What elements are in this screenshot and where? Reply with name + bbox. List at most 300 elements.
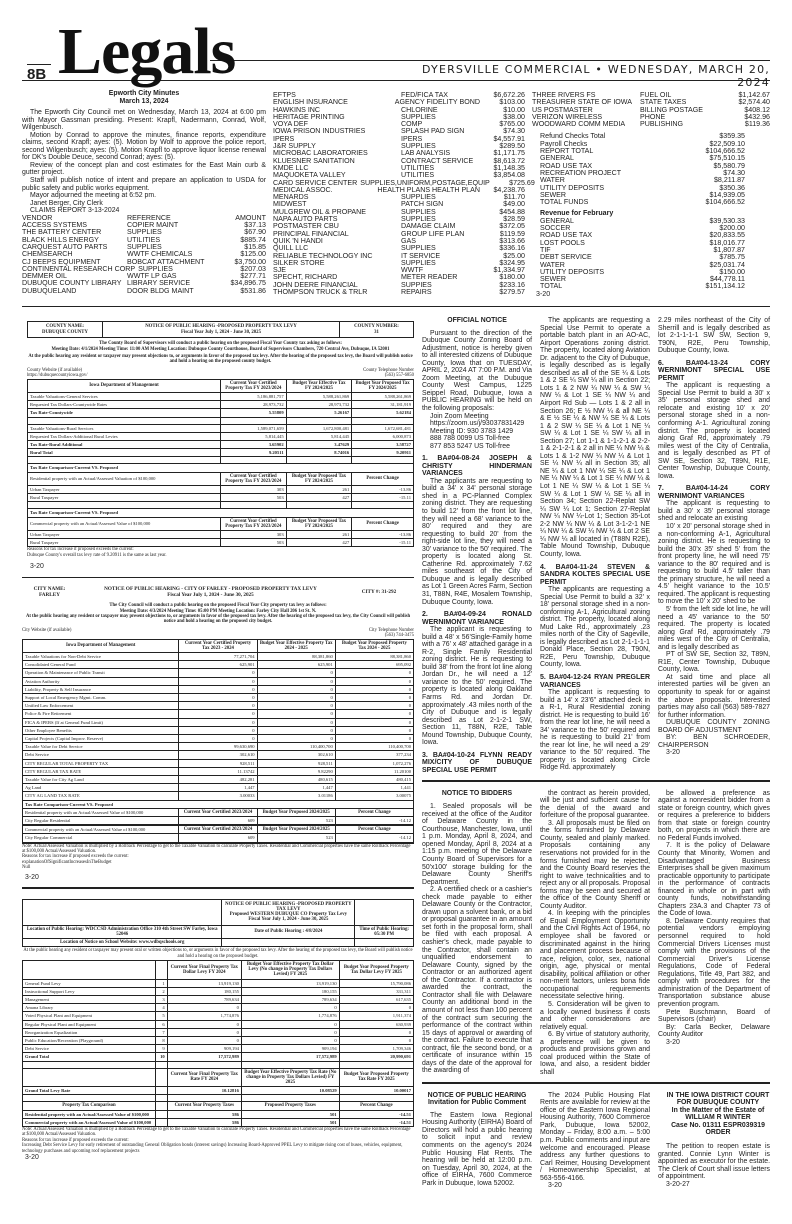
item-heading: 2. BA#04-09-24 RONALD WERNIMONT VARIANCE xyxy=(422,611,532,626)
claim-row xyxy=(273,238,525,245)
table-row xyxy=(28,393,414,401)
claim-row xyxy=(273,187,525,194)
table-row xyxy=(23,784,414,792)
cell-value: Current Year Certified Property Tax FY 2023/2024 xyxy=(221,379,287,392)
cell-value: 13,919,130 xyxy=(241,979,339,987)
cell-value: 909,194 xyxy=(167,1045,241,1053)
section-heading: Tax Rate Comparison-Current VS. Proposed xyxy=(28,509,414,517)
row-label xyxy=(23,1095,156,1102)
table-row xyxy=(23,825,414,834)
reference: FUEL OIL xyxy=(640,91,672,99)
amount: $277.71 xyxy=(240,272,266,281)
cell-value: 503 xyxy=(221,539,287,547)
amount: $1,142.67 xyxy=(738,91,770,99)
vendor: GENERAL xyxy=(540,154,574,163)
cell-value: 909,194 xyxy=(241,1045,339,1053)
notice-blocks xyxy=(540,317,650,772)
cell-value: 15,790,086 xyxy=(339,979,413,987)
cell-value: Current Year Final Property Tax Rate FY 2024 xyxy=(167,1068,241,1087)
claim-row xyxy=(540,283,745,290)
county-publication-date: 3-20 xyxy=(30,563,44,571)
cell-value: 0 xyxy=(335,718,413,726)
amount: $125.00 xyxy=(240,250,266,259)
item-heading: 6. BA#04-13-24 CORY WERNIMONT SPECIAL USE PERMIT xyxy=(658,359,770,382)
vendor: Payroll Checks xyxy=(540,139,588,148)
bidders-paragraph: 8. Delaware County requires that potential vendors employing personnel required to hold Commercial Drivers Licenses must comply with the provisions of the Commercial Driver's License Regulations, Code of Federal Regulations, Title 49, Part 382, and comply with procedures for the administration of the Department of Transportation substance abuse prevention program. xyxy=(658,917,770,1008)
section-divider xyxy=(22,306,770,307)
row-label: Reorganization Equalization xyxy=(23,1028,156,1036)
table-row xyxy=(28,409,414,417)
row-label: Debt Service xyxy=(23,1045,156,1053)
row-label: Rural Total xyxy=(28,449,221,457)
vendor: SEWER xyxy=(540,190,567,199)
claims-list xyxy=(540,218,745,291)
cell-value: 377,234 xyxy=(335,751,413,759)
bidders-divider xyxy=(422,1082,770,1083)
vendor: QUIK 'N HANDI xyxy=(273,236,323,245)
city-publication-date: 3-20 xyxy=(25,873,39,881)
cell-value: 8.74016 xyxy=(286,449,352,457)
amount: $200.00 xyxy=(719,224,745,233)
vendor: TOTAL FUNDS xyxy=(540,198,589,207)
notice-paragraph: DUBUQUE COUNTY ZONING BOARD OF ADJUSTMENT xyxy=(658,719,770,734)
table-row xyxy=(23,834,414,843)
cell-value: 3.01186 xyxy=(257,792,335,800)
item-heading: 3. BA#04-10-24 FLYNN READY MIX/CITY OF DUBUQUE SPECIAL USE PERMIT xyxy=(422,751,532,774)
amount: $1,334.97 xyxy=(493,266,525,275)
epworth-title: Epworth City Minutes xyxy=(108,90,180,97)
vendor: SOCCER xyxy=(540,224,571,233)
vendor: J&R SUPPLY xyxy=(273,142,316,151)
vendor: HAWKINS INC xyxy=(273,105,321,114)
cell-value: Current Year Property Taxes xyxy=(167,1102,241,1110)
vendor: GENERAL xyxy=(540,216,574,225)
reference: PUBLISHING xyxy=(640,120,683,129)
city-notice-title: NOTICE OF PUBLIC HEARING - CITY OF FARLEY - PROPOSED PROPERTY TAX LEVY xyxy=(104,586,317,593)
table-row xyxy=(23,1068,414,1087)
reference: UTILITIES xyxy=(401,171,435,180)
row-label: Rural Taxpayer xyxy=(28,539,221,547)
reference: SUPPLIES,UNIFORM,POSTAGE,EQUIP xyxy=(360,178,490,187)
table-row xyxy=(28,424,414,432)
vendor: WOODWARD COMM MEDIA xyxy=(532,120,626,129)
vendor: REPORT TOTAL xyxy=(540,147,594,156)
notice-paragraph: The applicant is requesting to build a 30' x 35' personal storage shed and relocate an existing xyxy=(658,500,770,523)
county-note: Reasons for tax increase if proposed exceeds the current: xyxy=(27,547,134,553)
reference-header: REFERENCE xyxy=(127,213,171,222)
cell-value: Current Year Certified 2023/2024 xyxy=(179,808,257,816)
row-label: Tax Rate-Countywide xyxy=(28,409,221,417)
cell-value xyxy=(221,457,287,464)
school-fiscal-year: Fiscal Year July 1, 2024 - June 30, 2025 xyxy=(248,917,329,923)
table-row xyxy=(23,652,414,660)
hearing-paragraph-list xyxy=(422,1112,532,1187)
cell-value: 302,610 xyxy=(257,751,335,759)
vendor: TREASURER STATE OF IOWA xyxy=(532,98,632,107)
court-heading-line: In the Matter of the Estate of xyxy=(671,1106,765,1114)
reference: LIBRARY SERVICE xyxy=(127,279,191,288)
amount: $10.00 xyxy=(503,105,525,114)
cell-value: 0 xyxy=(179,677,257,685)
row-label: Aviation Authority xyxy=(23,677,179,685)
housing-hearing-col-1 xyxy=(422,1092,532,1188)
item-heading: 5. BA#04-12-24 RYAN PREGLER VARIANCES xyxy=(540,674,650,689)
cell-value: 1,447 xyxy=(257,784,335,792)
bidders-paragraph: 2. A certified check or a cashier's check made payable to either Delaware County or the Contractor, drawn upon a solvent bank, or a bid or proposal guarantee in an amount set forth in the proposal form, shall be filed with each proposal. A cashier's check, made payable to the Contractor, shall contain an unqualified endorsement to Delaware County, signed by the Contractor or an authorized agent of the Contractor. If a contractor is awarded the contract, the Contractor shall file with Delaware County an additional bond in the amount of not less than 100 percent of the contract sum securing the performance of the contract within 15 days of approval or awarding of the contract. Failure to execute that contract, file the second bond, or a certificate of insurance within 15 days of the date of the approval for the awarding of xyxy=(422,886,532,1075)
table-row xyxy=(28,432,414,440)
cell-value: -13.86 xyxy=(352,531,414,539)
reference: WWTF LP GAS xyxy=(127,272,177,281)
row-label xyxy=(28,457,221,464)
vendor: IPERS xyxy=(273,134,295,143)
reference: METER READER xyxy=(401,273,458,282)
city-note: Reasons for tax increase if proposed exceeds the current: xyxy=(22,854,129,860)
county-levy-table xyxy=(27,379,414,548)
table-row xyxy=(28,502,414,509)
cell-value: 4 xyxy=(155,1004,167,1012)
county-tax-levy-notice xyxy=(22,321,414,571)
cell-value: 110,400,700 xyxy=(335,743,413,751)
hearing-paragraph: 3-20 xyxy=(548,1182,562,1190)
vendor: CARQUEST AUTO PARTS xyxy=(22,242,108,251)
court-heading-line-list xyxy=(658,1092,770,1137)
cell-value: 0 xyxy=(167,1036,241,1044)
amount: $313.66 xyxy=(499,236,525,245)
row-label: Consolidated General Fund xyxy=(23,661,179,669)
cell-value: -14.51 xyxy=(339,1118,413,1126)
city-note: explanationOfSignificantIncreasesInTheBudget xyxy=(22,859,112,865)
city-note: Null xyxy=(22,865,31,871)
table-row xyxy=(23,1118,414,1126)
amount: $25,031.74 xyxy=(709,260,745,269)
vendor: NAPA AUTO PARTS xyxy=(273,215,338,224)
vendor: QUILL LLC xyxy=(273,244,309,253)
cell-value: 0 xyxy=(167,1020,241,1028)
amount: $75,510.15 xyxy=(709,154,745,163)
row-label: Commercial property with an Actual/Assessed Value of $100,000 xyxy=(23,1118,156,1126)
cell-value: 180,155 xyxy=(167,987,241,995)
reference: SUPPIES xyxy=(401,280,432,289)
vendor: MULGREW OIL & PROPANE xyxy=(273,207,367,216)
cell-value xyxy=(155,1118,167,1126)
city-phone-label: City Telephone Number xyxy=(368,627,414,633)
notice-paragraph: 10' x 20' personal storage shed in a non-conforming A-1, Agricultural zoning district. He is requesting to build the 30'x 35' shed 5' from the front property line, he will need 75' variance to the 80' required and is requesting to build 4.5' taller than the primary structure, he will need a 4.5' height variance to the 10.5' required. The applicant is requesting to move the 10' x 20' shed to be xyxy=(658,522,770,606)
notice-paragraph: https://zoom.us/j/93037831429 xyxy=(430,420,525,428)
table-row xyxy=(23,1095,414,1102)
city-meeting-info: Meeting Date: 4/3/2024 Meeting Time: 05:00 PM Meeting Location: Farley City Hall 206 1st St. N. xyxy=(119,608,317,614)
right-notices xyxy=(422,317,770,1190)
cell-value xyxy=(286,417,352,424)
minutes-paragraph: Staff will publish notice of intent and prepare an application to USDA for public safety and public works equipment. xyxy=(22,177,266,192)
cell-value: Budget Year Proposed Property Tax Rate FY 2025 xyxy=(339,1068,413,1087)
table-row xyxy=(23,979,414,987)
vendor: POSTMASTER CBU xyxy=(273,222,339,231)
notice-paragraph: Meeting ID: 930 3783 1429 xyxy=(430,427,514,435)
cell-value: 0 xyxy=(335,677,413,685)
reference: PATCH SIGN xyxy=(401,200,444,209)
cell-value: 427 xyxy=(286,494,352,502)
bidders-paragraph: 3. All proposals must be filed on the forms furnished by Delaware County, sealed and plainly marked. Proposals containing any reservations not provided for in the forms furnished may be rejected, and the County Board reserves the right to waive technicalities and to reject any or all proposals. Proposal forms may be seen and secured at the office of the County Sheriff or County Auditor. xyxy=(540,819,650,910)
bidders-col-1 xyxy=(422,790,532,1075)
item-heading: 1. BA#04-08-24 JOSEPH & CHRISTY HINDERMAN VARIANCES xyxy=(422,455,532,478)
cell-value: 0 xyxy=(257,726,335,734)
vendor: MENARDS xyxy=(273,193,309,202)
vendor: Refund Checks Total xyxy=(540,132,606,141)
cell-value: 10.12816 xyxy=(167,1087,241,1095)
amount: $22,509.10 xyxy=(709,139,745,148)
cell-value: 0 xyxy=(257,694,335,702)
table-row xyxy=(23,800,414,808)
cell-value: Percent Change xyxy=(339,1102,413,1110)
reference: DOOR BLDG MAINT xyxy=(127,286,194,295)
notice-paragraph: The applicant is requesting to build a 14' x 23'6" attached deck in a R-1, Rural Residential zoning district. He is requesting to build 16' from the rear lot line, he will need a 34' variance to the 50' required and he is requesting to build 21' from the rear lot line, he will need a 29' variance to the 50' required. The property is located along Circle Ridge Rd. approximately xyxy=(540,689,650,772)
item-heading: 7. BA#04-14-24 CORY WERNIMONT VARIANCES xyxy=(658,485,770,500)
vendor: TIF xyxy=(540,245,551,254)
amount: $454.88 xyxy=(499,207,525,216)
vendor: PRINCIPAL FINANCIAL xyxy=(273,229,349,238)
hearing-paragraph-list xyxy=(540,1092,650,1190)
court-heading-line: ORDER xyxy=(705,1129,731,1137)
cell-value: 1,072,276 xyxy=(335,759,413,767)
county-phone: (563) 557-6850 xyxy=(384,373,414,379)
table-row xyxy=(23,1036,414,1044)
cell-value: 302,610 xyxy=(179,751,257,759)
cell-value: Percent Change xyxy=(352,472,414,485)
claim-row xyxy=(273,114,525,121)
table-row xyxy=(28,472,414,485)
notice-blocks xyxy=(658,317,770,757)
cell-value: 586 xyxy=(167,1110,241,1118)
cell-value: Budget Year Effective Property Tax 2024 - 2025 xyxy=(257,639,335,652)
row-label: Requested Tax Dollars-Countywide Rates xyxy=(28,401,221,409)
cell-value: 0 xyxy=(335,685,413,693)
bidders-paragraph-list xyxy=(658,790,770,1047)
cell-value: 482,281 xyxy=(179,776,257,784)
county-website-link[interactable]: https://dubuquecountyiowa.gov/ xyxy=(27,373,88,379)
cell-value: 501 xyxy=(241,1118,339,1126)
cell-value xyxy=(221,502,287,509)
amount: $207.03 xyxy=(240,264,266,273)
row-label: Iowa Department of Management xyxy=(28,379,221,392)
school-levy-table xyxy=(22,960,414,1127)
row-label: Regular Physical Plant and Equipment xyxy=(23,1020,156,1028)
cell-value: 6 xyxy=(155,1020,167,1028)
cell-value: 1 xyxy=(155,979,167,987)
table-row xyxy=(23,718,414,726)
school-header-table xyxy=(22,899,414,948)
cell-value: 5,814,445 xyxy=(221,432,287,440)
notice-paragraph: PT of SW SE, Section 32, T89N, R1E, Center Township, Dubuque County, Iowa. xyxy=(658,651,770,674)
amount: $39,530.33 xyxy=(709,216,745,225)
table-row xyxy=(23,1012,414,1020)
cell-value: 0 xyxy=(257,702,335,710)
vendor: ROAD USE TAX xyxy=(540,161,593,170)
cell-value: 427 xyxy=(286,539,352,547)
table-row xyxy=(28,449,414,457)
table-row xyxy=(23,808,414,816)
city-intro: The City Council will conduct a public hearing on the proposed Fiscal Year City property tax levy as follows: xyxy=(109,603,327,609)
claims-list xyxy=(540,133,745,206)
cell-value: Current Year Certified Property Tax FY 2023/2024 xyxy=(221,517,287,530)
cell-value: 0 xyxy=(339,1004,413,1012)
amount: $350.36 xyxy=(719,183,745,192)
amount: $37.13 xyxy=(244,221,266,230)
table-row xyxy=(28,539,414,547)
court-paragraph: The petition to reopen estate is granted. Connie Lynn Winter is appointed as executor for the estate. The Clerk of Court shall issue letters of appointment. xyxy=(658,1143,770,1181)
school-website[interactable]: Location of Notice on School Website: www.wdbqschools.org xyxy=(23,938,222,946)
amount: $233.16 xyxy=(499,280,525,289)
row-label: Urban Taxpayer xyxy=(28,486,221,494)
notice-paragraph: The applicant is requesting to build a 48' x 56'Single-Family home with a 76' x 48' attached garage in a R-2, Single Family Residential zoning district. He is requesting to build 38' from the front lot line along Jordan Dr., he will need a 12' variance to the 50' required. The property is located along Oakland Farms Rd. and Jordan Dr. approximately .43 miles north of the City of Dubuque and is legally described as Lot 2-1-2-1 SW, Section 11, T88N, R2E, Table Mound Township, Dubuque County, Iowa. xyxy=(422,626,532,747)
minutes-paragraph: The Epworth City Council met on Wednesday, March 13, 2024 at 6:00 pm with Mayor Gassman presiding. Present: Krapfl, Nadermann, Conrad, Wolf, Wilgenbusch. xyxy=(22,109,266,132)
cell-value: 6,000,873 xyxy=(352,432,414,440)
cell-value: 3.00075 xyxy=(335,792,413,800)
cell-value: 630,939 xyxy=(339,1020,413,1028)
cell-value: -13.86 xyxy=(352,486,414,494)
row-label: Urban Taxpayer xyxy=(28,531,221,539)
vendor: DUBUQUELAND xyxy=(22,286,77,295)
cell-value: 261 xyxy=(286,486,352,494)
minutes-paragraph-list xyxy=(22,109,266,215)
row-label: Support of Local Emergency Mgmt. Comm. xyxy=(23,694,179,702)
county-intro-2: At the public hearing any resident or taxpayer may present objections to, or arguments in favor of the proposed tax levy. After the hearing of the proposed tax levy, the Board will publish notice and hold a hearing on the proposed county budget. xyxy=(28,354,413,365)
cell-value xyxy=(155,1061,167,1068)
cell-value: 0 xyxy=(335,669,413,677)
reference: SUPPLIES xyxy=(401,193,436,202)
table-row xyxy=(23,759,414,767)
school-note: Note: Actual/Assessed Valuation is multiplied by a Rollback Percentage to get to the Taxable Valuation to calculate Property Taxes. Residential and Commercial properties have the same Rollback Percentage at $100,000 Actual/Assessed Valuation. xyxy=(22,1127,411,1138)
amount: $1,148.35 xyxy=(493,163,525,172)
row-label: Public Education/Recreation (Playground) xyxy=(23,1036,156,1044)
bidders-paragraph-list xyxy=(540,790,650,1077)
row-label xyxy=(23,960,156,979)
hearing-title: NOTICE OF PUBLIC HEARING xyxy=(427,1091,527,1099)
amount: $4,557.91 xyxy=(493,134,525,143)
table-row xyxy=(28,486,414,494)
cell-value: Budget Year Proposed Tax FY 2024/2025 xyxy=(352,379,414,392)
school-hearing-date: Date of Public Hearing : 4/8/2024 xyxy=(222,925,355,938)
minutes-paragraph: Janet Berger, City Clerk xyxy=(30,199,103,207)
row-label: Unified Law Enforcement xyxy=(23,702,179,710)
amount: $279.57 xyxy=(499,288,525,297)
cell-value: Budget Year Proposed Property Tax Dollar Levy FY 2025 xyxy=(339,960,413,979)
table-row xyxy=(28,457,414,464)
amount: $6,672.26 xyxy=(493,91,525,99)
fund-totals xyxy=(540,133,745,290)
reference: SUPPLIES xyxy=(127,228,162,237)
vendor: TOTAL xyxy=(540,282,563,291)
cell-value: -15.11 xyxy=(352,494,414,502)
cell-value: 180,155 xyxy=(241,987,339,995)
school-note: Increasing Debt Service Levy for early retirement of outstanding General Obligation bonds (interest savings) Increasing Board-Approved PPEL Levy to mitigate rising cost of buses, vehicles, equipment, technology purchases and upcoming roof replacement projects xyxy=(22,1143,403,1154)
amount: $765.00 xyxy=(499,120,525,129)
cell-value: 11.20100 xyxy=(335,767,413,775)
amount: $885.74 xyxy=(240,235,266,244)
cell-value: 3.65902 xyxy=(221,441,287,449)
cell-value xyxy=(155,1087,167,1095)
row-label: Other Employee Benefits xyxy=(23,726,179,734)
claim-row xyxy=(273,289,525,296)
amount: $324.95 xyxy=(499,258,525,267)
county-website-label: County Website (if available) xyxy=(27,367,83,373)
vendor: CONTINENTAL RESEARCH CORP xyxy=(22,264,136,273)
vendor: SPECHT, RICHARD xyxy=(273,273,338,282)
bidders-col-3 xyxy=(658,790,770,1047)
county-divider xyxy=(22,577,414,578)
amount: $3,854.08 xyxy=(493,171,525,180)
amount: $67.90 xyxy=(244,228,266,237)
school-notice-subtitle: Proposed WESTERN DUBUQUE CO Property Tax Levy xyxy=(229,912,348,918)
official-notice xyxy=(422,317,770,774)
row-label: Amana Library xyxy=(23,1004,156,1012)
cell-value: Percent Change xyxy=(335,808,413,816)
bidders-paragraph: Pete Buschmann, Board of Supervisors (chair) xyxy=(658,1008,770,1024)
cell-value: 13,919,130 xyxy=(167,979,241,987)
county-number: 31 xyxy=(374,329,379,335)
cell-value: 609 xyxy=(179,834,257,843)
amount: $44,778.11 xyxy=(710,275,745,284)
cell-value: Budget Year Proposed 2024/2025 xyxy=(257,825,335,834)
amount: $1,807.87 xyxy=(713,245,745,254)
notice-paragraph: 877 853 5247 US Toll-free xyxy=(430,442,510,450)
bidders-paragraph: 3-20 xyxy=(666,1038,680,1046)
cell-value: 1,709,346 xyxy=(339,1045,413,1053)
school-tax-levy-notice xyxy=(22,899,414,1162)
table-row xyxy=(23,960,414,979)
vendor: SILKER STORE xyxy=(273,258,325,267)
row-label: Grand Total Levy Rate xyxy=(23,1087,156,1095)
masthead-top-rule xyxy=(210,60,770,61)
vendor: THOMPSON TRUCK & TRLR xyxy=(273,288,368,297)
row-label: Management xyxy=(23,995,156,1003)
bidders-paragraph: 1. Sealed proposals will be received at the office of the Auditor of Delaware County in the Courthouse, Manchester, Iowa, until 1 p.m. Monday, April 8, 2024, and opened Monday, April 8, 2024 at a 1:15 p.m. meeting of the Delaware County Board of Supervisors for a 50'x100' storage building for the Delaware County Sheriff's Department. xyxy=(422,803,532,886)
amount: $119.59 xyxy=(499,229,525,238)
cell-value: 0 xyxy=(335,694,413,702)
table-row xyxy=(28,379,414,392)
minutes-paragraph: Motion by Conrad to approve the minutes, finance reports, expenditure claims, second Krapfl; ayes: (5). Motion by Wolf to approve the police report, second Wilgenbusch; ayes: (5). Motion Krapfl to approve liquor license renewal for DK's Double Deuce, second Conrad; ayes: (5). xyxy=(22,131,266,162)
reference: SPLASH PAD SIGN xyxy=(401,127,465,136)
cell-value: 0 xyxy=(241,1028,339,1036)
vendor: MAQUOKETA VALLEY xyxy=(273,171,346,180)
vendor: ENGLISH INSURANCE xyxy=(273,98,348,107)
table-row xyxy=(23,726,414,734)
amount: $15.85 xyxy=(244,242,266,251)
cell-value: 303 xyxy=(221,531,287,539)
row-label: CITY REGULAR TOTAL PROPERTY TAX xyxy=(23,759,179,767)
cell-value: 3.00033 xyxy=(179,792,257,800)
cell-value: -15.11 xyxy=(352,539,414,547)
epworth-date: March 13, 2024 xyxy=(119,97,169,105)
reference: LAB ANALYSIS xyxy=(401,149,451,158)
amount: $74.30 xyxy=(723,168,745,177)
cell-value xyxy=(221,417,287,424)
cell-value: 17,572,989 xyxy=(241,1053,339,1061)
amount: $104,666.52 xyxy=(705,147,745,156)
cell-value: Percent Change xyxy=(352,517,414,530)
row-label xyxy=(23,1068,156,1087)
section-title: Legals xyxy=(58,15,236,88)
reference: SUPPLIES xyxy=(401,215,436,224)
claim-row xyxy=(22,288,266,295)
table-row xyxy=(23,1045,414,1053)
cell-value: Budget Year Proposed Tax FY 2024/2025 xyxy=(286,517,352,530)
cell-value: 0 xyxy=(257,710,335,718)
amount: $432.96 xyxy=(744,112,770,121)
notice-paragraph: 888 788 0099 US Toll-free xyxy=(430,435,510,443)
amount: $49.00 xyxy=(503,200,525,209)
cell-value: 0 xyxy=(179,669,257,677)
reference: FED/FICA TAX xyxy=(401,91,449,99)
